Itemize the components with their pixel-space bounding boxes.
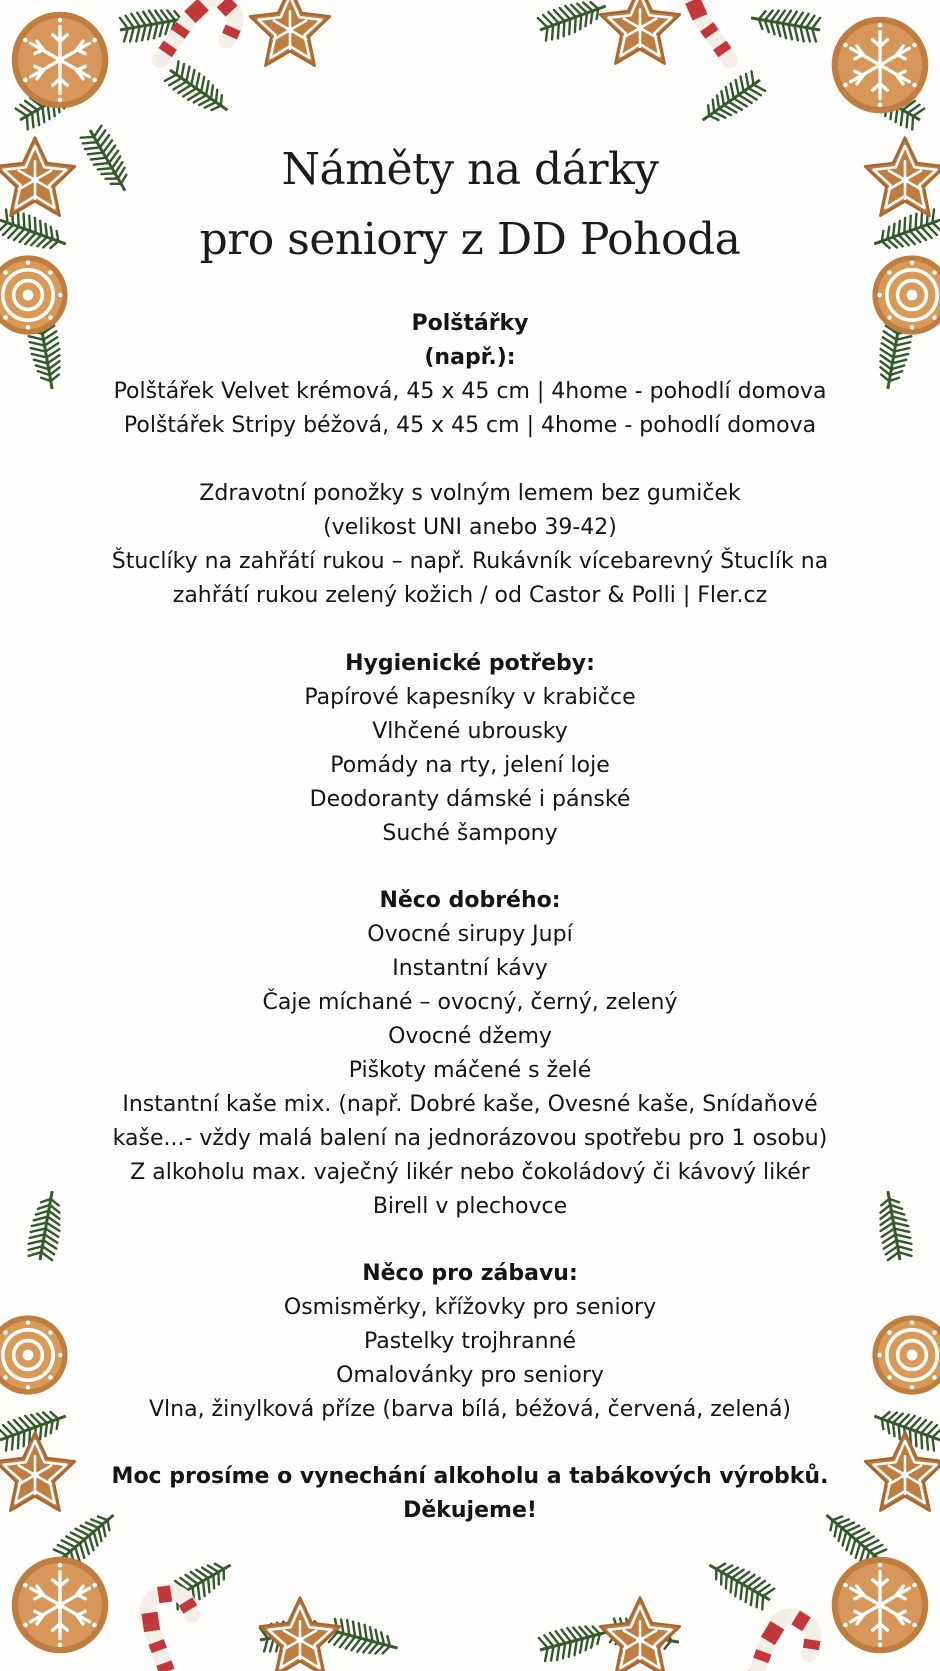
- gingerbread-star-icon: [0, 1433, 75, 1511]
- candy-cane-icon: [750, 1611, 820, 1671]
- section-fun: [90, 1257, 850, 1427]
- section-hygiene: [90, 647, 850, 851]
- section-pillows: [90, 307, 850, 443]
- list-item: Piškoty máčené s želé: [348, 1058, 592, 1083]
- closing-note: [90, 1460, 850, 1528]
- list-item: Instantní kávy: [392, 956, 548, 981]
- gingerbread-star-icon: [600, 1598, 680, 1671]
- list-item: Štuclíky na zahřátí rukou – např. Rukávník vícebarevný Štuclík na: [111, 549, 829, 574]
- list-item: Deodoranty dámské i pánské: [309, 787, 631, 812]
- list-item: Z alkoholu max. vaječný likér nebo čokoládový či kávový likér: [130, 1160, 810, 1185]
- title-line-2: pro seniory z DD Pohoda: [199, 214, 741, 265]
- gingerbread-star-icon: [600, 0, 680, 64]
- section-heading: Něco dobrého:: [379, 888, 561, 913]
- list-item: Instantní kaše mix. (např. Dobré kaše, Ovesné kaše, Snídaňové: [122, 1092, 818, 1117]
- gingerbread-snowflake-icon: [832, 17, 929, 114]
- section-subheading: (např.):: [424, 345, 516, 370]
- candy-cane-icon: [141, 1586, 211, 1671]
- list-item: Ovocné sirupy Jupí: [367, 922, 573, 947]
- list-item: Omalovánky pro seniory: [336, 1363, 604, 1388]
- gingerbread-round-icon: [0, 255, 68, 334]
- list-item: Pomády na rty, jelení loje: [330, 753, 610, 778]
- list-item: Ovocné džemy: [388, 1024, 552, 1049]
- list-item: Čaje míchané – ovocný, černý, zelený: [262, 990, 678, 1015]
- list-item: Pastelky trojhranné: [363, 1329, 577, 1354]
- list-item: (velikost UNI anebo 39-42): [323, 515, 617, 540]
- list-item: Vlna, žinylková příze (barva bílá, béžová, červená, zelená): [148, 1397, 792, 1422]
- list-item: Polštářek Velvet krémová, 45 x 45 cm | 4home - pohodlí domova: [113, 379, 827, 404]
- section-warmth: [90, 477, 850, 613]
- gingerbread-star-icon: [260, 1598, 340, 1671]
- section-heading: Polštářky: [411, 311, 529, 336]
- gingerbread-round-icon: [0, 1315, 68, 1394]
- closing-request: Moc prosíme o vynechání alkoholu a tabákových výrobků.: [111, 1464, 829, 1489]
- list-item: Zdravotní ponožky s volným lemem bez gumiček: [199, 481, 741, 506]
- list-item: Osmisměrky, křížovky pro seniory: [283, 1295, 657, 1320]
- gingerbread-snowflake-icon: [832, 1557, 929, 1654]
- gingerbread-snowflake-icon: [12, 12, 109, 109]
- gingerbread-round-icon: [872, 1315, 940, 1394]
- list-item: Polštářek Stripy béžová, 45 x 45 cm | 4home - pohodlí domova: [123, 413, 817, 438]
- list-item: kaše...- vždy malá balení na jednorázovou spotřebu pro 1 osobu): [112, 1126, 828, 1151]
- title-line-1: Náměty na dárky: [281, 144, 659, 195]
- gingerbread-snowflake-icon: [12, 1557, 109, 1654]
- gingerbread-round-icon: [872, 255, 940, 334]
- candy-cane-icon: [681, 0, 765, 60]
- gingerbread-star-icon: [250, 0, 330, 66]
- gingerbread-star-icon: [865, 1433, 940, 1511]
- list-item: Suché šampony: [382, 821, 558, 846]
- list-item: Vlhčené ubrousky: [372, 719, 568, 744]
- closing-thanks: Děkujeme!: [403, 1498, 537, 1523]
- list-item: zahřátí rukou zelený kožich / od Castor & Polli | Fler.cz: [172, 583, 768, 608]
- section-heading: Něco pro zábavu:: [362, 1261, 578, 1286]
- list-item: Papírové kapesníky v krabičce: [304, 685, 636, 710]
- list-item: Birell v plechovce: [372, 1194, 568, 1219]
- candy-cane-icon: [160, 0, 244, 85]
- section-heading: Hygienické potřeby:: [345, 651, 595, 676]
- section-goodies: [90, 884, 850, 1224]
